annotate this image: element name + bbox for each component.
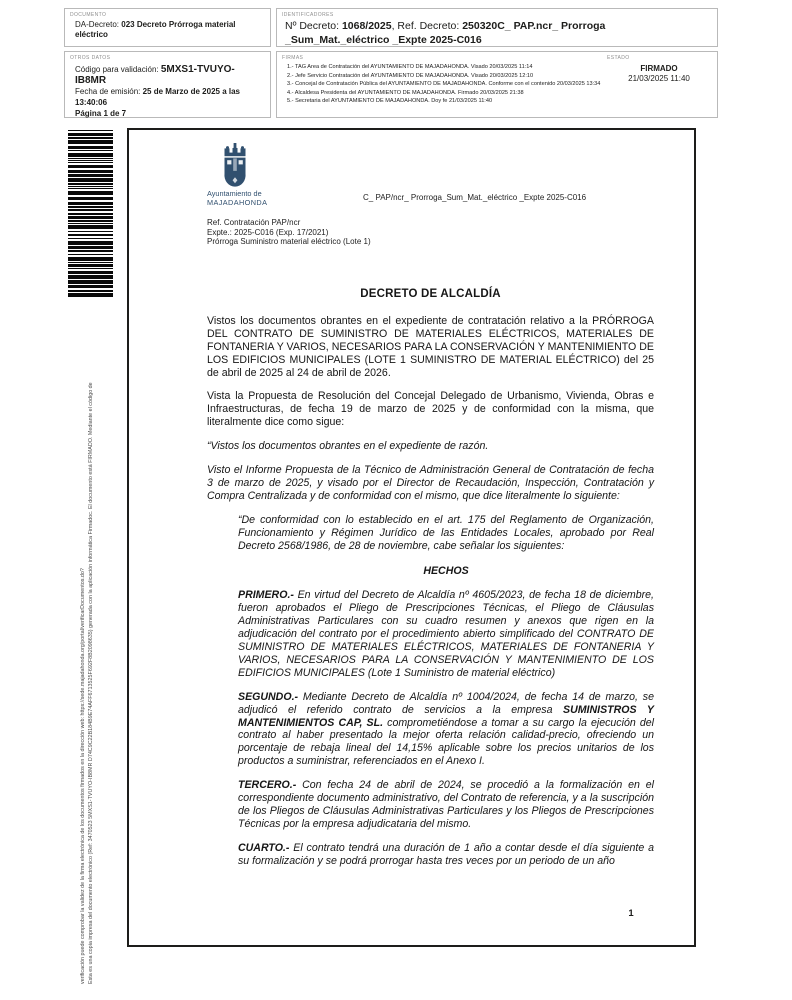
quote-vistos-razon: “Vistos los documentos obrantes en el expediente de razón. [207, 440, 489, 453]
logo-caption-line2: MAJADAHONDA [207, 197, 268, 207]
paragraph-cuarto [238, 842, 654, 868]
tercero-text: Con fecha 24 de abril de 2024, se procedió a la formalización en el correspondiente documento administrativo, del Contrato de referencia, y a la suscripción de los Pliegos de Cláusulas Administrativas Particulares y los Pliegos de Prescripciones Técnicas por la empresa adjudicataria del mismo. [238, 779, 654, 830]
emission-label: Fecha de emisión: [75, 87, 143, 96]
firma-item: 1.- TAG Area de Contratación del AYUNTAMIENTO DE MAJADAHONDA. Visado 20/03/2025 11:14 [287, 64, 533, 70]
document-body [207, 288, 654, 879]
decreto-number-label: Nº Decreto: [285, 20, 342, 32]
verification-text-line2: verificación puede comprobar la validez de la firma electrónica de los documentos firmados en la dirección web: https://sede.majadahonda.org/portal/verificarDocumentos.do? [80, 568, 86, 984]
identificadores-cell [276, 8, 718, 47]
estado-status: FIRMADO [640, 64, 678, 73]
cuarto-lead: CUARTO.- [238, 841, 290, 854]
decreto-ref-value: 250320C_ PAP.ncr_ Prorroga _Sum_Mat._eléctrico _Expte 2025-C016 [285, 20, 606, 46]
documento-label: DOCUMENTO [70, 12, 107, 18]
paragraph-vista-propuesta: Vista la Propuesta de Resolución del Concejal Delegado de Urbanismo, Vivienda, Obras e Infraestructuras, de fecha 19 de marzo de 2025 y de conformidad con la misma, que literalmente dice como sigue: [207, 390, 654, 429]
otros-datos-body [65, 62, 270, 119]
primero-lead: PRIMERO.- [238, 589, 294, 602]
ref-line: Expte.: 2025-C016 (Exp. 17/2021) [207, 227, 329, 237]
validation-code-row [75, 64, 262, 86]
firmas-list [287, 64, 617, 107]
paragraph-vistos: Vistos los documentos obrantes en el expediente de contratación relativo a la PRÓRROGA DEL CONTRATO DE SUMINISTRO DE MATERIALES ELÉCTRICOS, MATERIALES DE FONTANERIA Y VARIOS, NECESARIOS PARA LA CONSERVACIÓN Y MANTENIMIENTO DE LOS EDIFICIOS MUNICIPALES (LOTE 1 SUMINISTRO DE MATERIAL ELÉCTRICO) del 25 de abril de 2025 al 24 de abril de 2026. [207, 314, 654, 379]
decreto-identifiers [277, 19, 717, 47]
verification-text-line1: Esta es una copia impresa del documento electrónico (Ref: 3470523 5MXS1-TVUYO-IB8MR D74C9C22B184B9E74AFF6713525F692F8B2098635) generada con la aplicación informática Firmadoc. El documento está FIRMADO. Mediante el código de [88, 382, 94, 984]
validation-code: 5MXS1-TVUYO-IB8MR [75, 64, 235, 86]
documento-field-value: 023 Decreto Prórroga material eléctrico [75, 20, 236, 39]
estado-status-badge [607, 64, 711, 84]
emission-date-row [75, 86, 262, 108]
page-number: 1 [628, 908, 634, 919]
firma-item: 4.- Alcaldesa Presidenta del AYUNTAMIENTO DE MAJADAHONDA. Firmado 20/03/2025 21:38 [287, 89, 524, 96]
documento-cell [64, 8, 271, 47]
firmas-label: FIRMAS [282, 55, 304, 61]
cuarto-text: El contrato tendrá una duración de 1 año a contar desde el día siguiente a su formalización y se podrá prorrogar hasta tres veces por un periodo de un año [238, 841, 654, 867]
document-top-reference: C_ PAP/ncr_ Prorroga_Sum_Mat._eléctrico _Expte 2025-C016 [363, 193, 587, 202]
paragraph-primero [238, 589, 654, 679]
otros-datos-cell [64, 51, 271, 118]
documento-field-label: DA-Decreto: [75, 20, 120, 29]
firma-item: 2.- Jefe Servicio Contratación del AYUNTAMIENTO DE MAJADAHONDA. Visado 20/03/2025 12:10 [287, 72, 534, 79]
primero-text: En virtud del Decreto de Alcaldía nº 4605/2023, de fecha 18 de diciembre, fueron aprobados el Pliego de Prescripciones Técnicas, el Pliego de Cláusulas Administrativas Particulares con su cuadro resumen y anexos que rigen en la adjudicación del contrato por el procedimiento abierto simplificado del CONTRATO DE SUMINISTRO DE MATERIALES ELÉCTRICOS, MATERIALES DE FONTANERIA Y VARIOS, NECESARIOS PARA LA CONSERVACIÓN Y MANTENIMIENTO DE LOS EDIFICIOS MUNICIPALES (Lote 1 Suministro de material eléctrico) [238, 589, 654, 679]
quote-informe-propuesta: Visto el Informe Propuesta de la Técnico de Administración General de Contratación de fecha 3 de marzo de 2025, y visado por el Director de Recaudación, Inspección, Contratación y Compra Centralizada y de conformidad con el mismo, que dice literalmente lo siguiente: [207, 464, 654, 502]
firmas-estado-cell [276, 51, 718, 118]
decreto-ref-label: , Ref. Decreto: [391, 20, 463, 32]
ref-line: Prórroga Suministro material eléctrico (Lote 1) [207, 237, 371, 247]
firma-item: 3.- Concejal de Contratación Pública del AYUNTAMIENTO DE MAJADAHONDA. Conforme con el contenido 20/03/2025 13:34 [287, 81, 601, 88]
paragraph-segundo [238, 691, 654, 768]
identificadores-label: IDENTIFICADORES [282, 12, 334, 18]
documento-value [65, 19, 270, 40]
document-page [127, 128, 696, 947]
tercero-lead: TERCERO.- [238, 779, 297, 792]
majadahonda-crest-icon [221, 143, 249, 189]
segundo-lead: SEGUNDO.- [238, 690, 299, 703]
barcode [68, 130, 113, 298]
segundo-text2: comprometiéndose a tomar a su cargo la ejecución del contrato al haber presentado la mejor oferta relación calidad-precio, ofreciendo un porcentaje de rebaja lineal del 14,15% aplicable sobre los precios unitarios de los productos a suministrar, referenciados en el Anexo I. [238, 716, 654, 768]
logo-caption [207, 190, 267, 207]
hechos-heading: HECHOS [423, 564, 469, 577]
reference-block [207, 218, 371, 247]
estado-datetime: 21/03/2025 11:40 [628, 74, 690, 83]
segundo-text1: Mediante Decreto de Alcaldía nº 1004/2024, de fecha 14 de marzo, se adjudicó el referido contrato de servicios a la empresa [238, 690, 654, 716]
ref-line: Ref. Contratación PAP/ncr [207, 218, 301, 227]
page-info: Página 1 de 7 [75, 109, 127, 118]
decreto-number-value: 1068/2025 [341, 20, 392, 32]
paragraph-tercero [238, 779, 654, 831]
estado-label: ESTADO [607, 55, 630, 61]
otros-datos-label: OTROS DATOS [70, 55, 111, 61]
validation-label: Código para validación: [75, 65, 161, 74]
document-title: DECRETO DE ALCALDÍA [360, 288, 501, 300]
firma-item: 5.- Secretaria del AYUNTAMIENTO DE MAJADAHONDA. Doy fe 21/03/2025 11:40 [287, 98, 493, 105]
logo-caption-line1: Ayuntamiento de [207, 189, 262, 198]
emission-value: 25 de Marzo de 2025 a las 13:40:06 [75, 87, 240, 107]
segundo-company: SUMINISTROS Y MANTENIMIENTOS CAP, SL. [238, 703, 654, 729]
quote-de-conformidad: “De conformidad con lo establecido en el art. 175 del Reglamento de Organización, Funcionamiento y Régimen Jurídico de las Entidades Locales, aprobado por Real Decreto 2568/1986, de 28 de noviembre, cabe señalar los siguientes: [238, 513, 654, 552]
